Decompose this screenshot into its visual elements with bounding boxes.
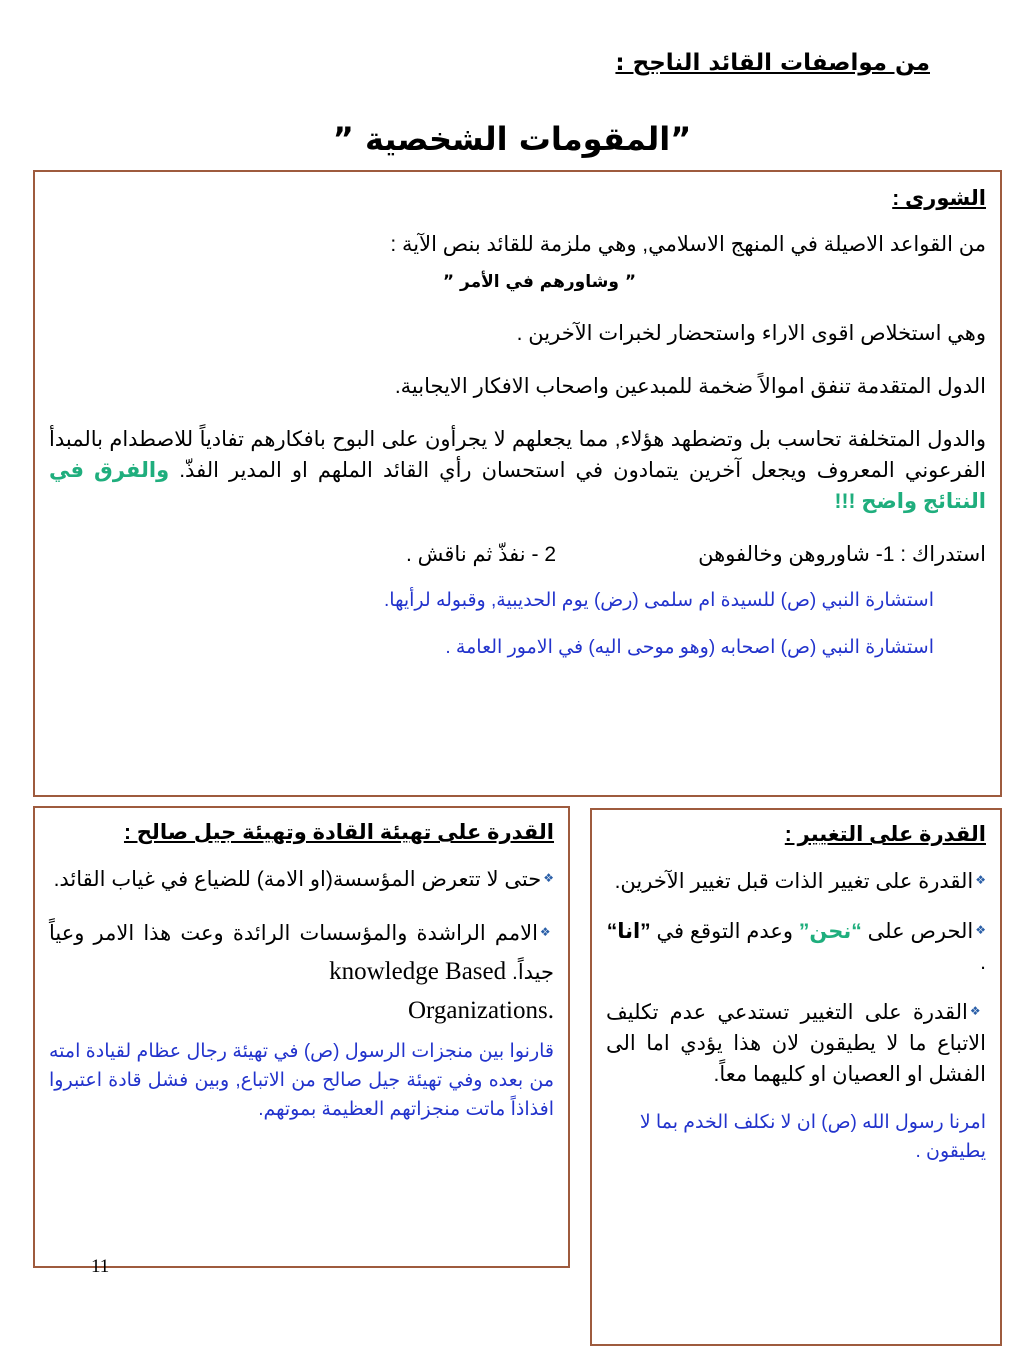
preparation-item-2-text: الامم الراشدة والمؤسسات الرائدة وعت هذا الامر وعياً جيداً. bbox=[49, 922, 554, 984]
shura-example-1: استشارة النبي (ص) للسيدة ام سلمى (رض) يوم الحديبية, وقبوله لرأيها. bbox=[384, 590, 934, 611]
shura-line-4 bbox=[49, 424, 986, 517]
shura-recap-first: استدراك : 1- شاوروهن وخالفوهن bbox=[698, 543, 986, 566]
shura-recap bbox=[49, 539, 986, 570]
shura-line-2: وهي استخلاص اقوى الاراء واستحضار لخبرات الآخرين . bbox=[516, 322, 986, 345]
shura-example-2: استشارة النبي (ص) اصحابه (وهو موحى اليه) في الامور العامة . bbox=[445, 637, 934, 658]
preparation-item-1-text: حتى لا تتعرض المؤسسة(او الامة) للضياع في غياب القائد. bbox=[53, 868, 542, 891]
change-section bbox=[590, 808, 1002, 1346]
diamond-bullet-icon: ❖ bbox=[539, 925, 554, 939]
preparation-note: قارنوا بين منجزات الرسول (ص) في تهيئة رجال عظام لقيادة امته من بعده وفي تهيئة جيل صالح من الاتباع, وبين فشل قادة اعتبروا افذاذاً ماتت منجزاتهم العظيمة بموتهم. bbox=[49, 1041, 555, 1120]
preparation-heading: القدرة على تهيئة القادة وتهيئة جيل صالح : bbox=[123, 821, 554, 844]
page-number: 11 bbox=[91, 1256, 110, 1277]
shura-line-3: الدول المتقدمة تنفق اموالاً ضخمة للمبدعين واصحاب الافكار الايجابية. bbox=[394, 375, 986, 398]
change-item-2-we: “نحن” bbox=[798, 920, 862, 943]
shura-section bbox=[33, 170, 1002, 797]
shura-verse: ” وشاورهم في الأمر ” bbox=[442, 272, 636, 292]
change-note: امرنا رسول الله (ص) ان لا نكلف الخدم بما لا يطيقون . bbox=[639, 1112, 986, 1162]
diamond-bullet-icon: ❖ bbox=[543, 871, 554, 885]
shura-highlight: والفرق في النتائج واضح !!! bbox=[49, 459, 986, 513]
change-item-2-text-b: وعدم التوقع في bbox=[650, 920, 799, 943]
change-item-2 bbox=[606, 915, 986, 978]
diamond-bullet-icon: ❖ bbox=[975, 873, 986, 887]
shura-heading: الشورى : bbox=[892, 187, 986, 210]
change-heading: القدرة على التغيير : bbox=[784, 823, 986, 846]
change-item-2-text-c: . bbox=[980, 951, 986, 974]
shura-line-1: من القواعد الاصيلة في المنهج الاسلامي, وهي ملزمة للقائد بنص الآية : bbox=[390, 233, 986, 256]
change-item-3-text: القدرة على التغيير تستدعي عدم تكليف الاتباع ما لا يطيقون لان هذا يؤدي اما الى الفشل او العصيان او كليهما معاً. bbox=[606, 1001, 986, 1086]
change-item-2-text-a: الحرص على bbox=[861, 920, 974, 943]
preparation-item-2-english-1: knowledge Based bbox=[329, 958, 507, 985]
diamond-bullet-icon: ❖ bbox=[969, 1004, 986, 1018]
preparation-item-2 bbox=[49, 913, 554, 1031]
shura-line-4-text: والدول المتخلفة تحاسب بل وتضطهد هؤلاء, مما يجعلهم لا يجرأون على البوح بافكارهم تفادياً للاصطدام بالمبدأ الفرعوني المعروف ويجعل آخرين يتمادون في استحسان رأي القائد الملهم او المدير الفذّ. bbox=[49, 428, 986, 482]
diamond-bullet-icon: ❖ bbox=[975, 923, 986, 937]
preparation-item-1 bbox=[49, 863, 554, 895]
page-title: ”المقومات الشخصية ” bbox=[332, 120, 692, 158]
shura-recap-second: 2 - نفذّ ثم ناقش . bbox=[405, 543, 556, 566]
change-item-1-text: القدرة على تغيير الذات قبل تغيير الآخرين. bbox=[614, 870, 974, 893]
change-item-1 bbox=[606, 865, 986, 897]
preparation-section bbox=[33, 806, 570, 1268]
page-subtitle: من مواصفات القائد الناجح : bbox=[615, 50, 930, 76]
preparation-item-2-english-2: Organizations. bbox=[407, 997, 554, 1024]
change-item-3 bbox=[606, 996, 986, 1090]
change-item-2-me: ”انا“ bbox=[606, 920, 651, 943]
